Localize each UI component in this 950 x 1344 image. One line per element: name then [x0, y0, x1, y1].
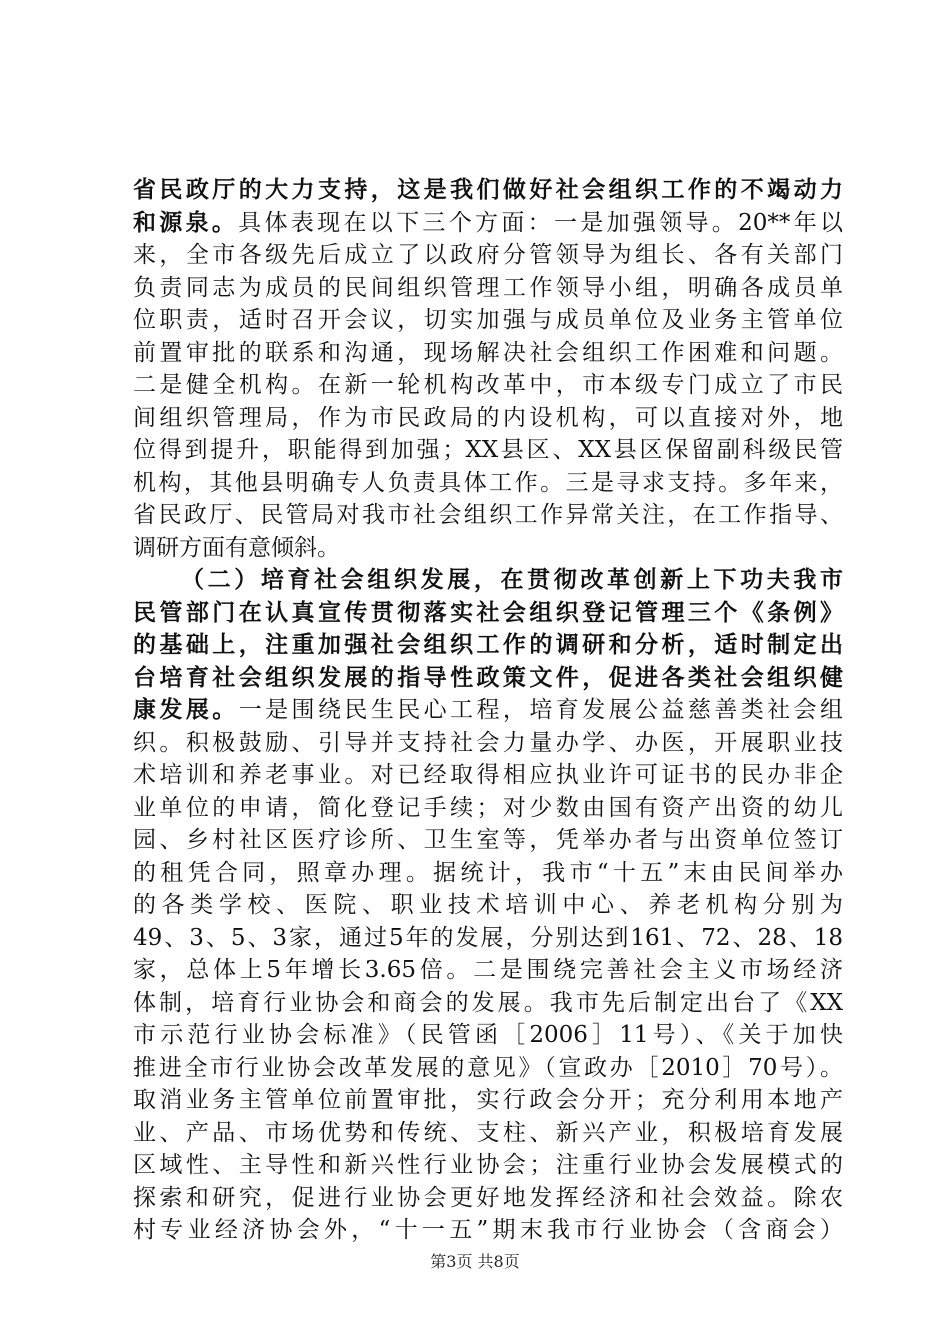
document-line	[133, 239, 843, 272]
line-text: 一是围绕民生民心工程，培育发展公益慈善类社会组	[238, 697, 843, 723]
line-text: 的租凭合同，照章办理。据统计，我市“十五”末由民间举办	[133, 859, 843, 886]
line-text: 业单位的申请，简化登记手续；对少数由国有资产出资的幼儿	[133, 794, 843, 821]
document-line	[133, 597, 843, 630]
line-text: 体制，培育行业协会和商会的发展。我市先后制定出台了《XX	[133, 989, 843, 1016]
document-line	[133, 402, 843, 435]
document-line	[133, 727, 843, 760]
document-line	[133, 1084, 843, 1117]
line-text: 的各类学校、医院、职业技术培训中心、养老机构分别为	[133, 892, 843, 918]
line-text: 村专业经济协会外，“十一五”期末我市行业协会（含商会）	[133, 1217, 843, 1243]
line-text: 间组织管理局，作为市民政局的内设机构，可以直接对外，地	[133, 404, 843, 431]
document-line	[133, 499, 843, 532]
document-line	[133, 694, 843, 727]
bold-lead-text: 康发展。	[133, 696, 239, 723]
line-text: 来，全市各级先后成立了以政府分管领导为组长、各有关部门	[133, 242, 843, 268]
document-line	[133, 564, 843, 597]
line-text: 位职责，适时召开会议，切实加强与成员单位及业务主管单位	[133, 307, 843, 333]
line-text: 织。积极鼓励、引导并支持社会力量办学、办医，开展职业技	[133, 729, 843, 756]
document-line	[133, 1182, 843, 1215]
line-text: 位得到提升，职能得到加强；XX县区、XX县区保留副科级民管	[133, 437, 843, 463]
document-line	[133, 1214, 843, 1247]
line-text: 园、乡村社区医疗诊所、卫生室等，凭举办者与出资单位签订	[133, 827, 843, 853]
document-line	[133, 369, 843, 402]
line-text: 业、产品、市场优势和传统、支柱、新兴产业，积极培育发展	[133, 1119, 843, 1146]
line-text: 取消业务主管单位前置审批，实行政会分开；充分利用本地产	[133, 1087, 843, 1113]
document-line	[133, 889, 843, 922]
document-line	[133, 467, 843, 500]
line-text: 前置审批的联系和沟通，现场解决社会组织工作困难和问题。	[133, 339, 843, 366]
document-line	[133, 207, 843, 240]
line-text: 台培育社会组织发展的指导性政策文件，促进各类社会组织健	[133, 663, 843, 691]
line-text: 推进全市行业协会改革发展的意见》（宣政办［2010］70号）。	[133, 1054, 843, 1081]
document-line	[133, 857, 843, 890]
document-line	[133, 1117, 843, 1150]
document-line	[133, 759, 843, 792]
document-line	[133, 954, 843, 987]
document-line	[133, 337, 843, 370]
document-line	[133, 174, 843, 207]
document-line	[133, 662, 843, 695]
line-text: 术培训和养老事业。对已经取得相应执业许可证书的民办非企	[133, 762, 843, 788]
document-line	[133, 987, 843, 1020]
line-text: 的基础上，注重加强社会组织工作的调研和分析，适时制定出	[133, 631, 843, 658]
line-text: 探索和研究，促进行业协会更好地发挥经济和社会效益。除农	[133, 1184, 843, 1211]
document-line	[133, 629, 843, 662]
line-text: 机构，其他县明确专人负责具体工作。三是寻求支持。多年来，	[133, 469, 843, 496]
line-text: 市示范行业协会标准》（民管函［2006］11号）、《关于加快	[133, 1022, 843, 1048]
document-line	[133, 792, 843, 825]
document-line	[133, 1149, 843, 1182]
document-line	[133, 434, 843, 467]
document-line	[133, 1052, 843, 1085]
line-text: 调研方面有意倾斜。	[133, 534, 340, 561]
document-line	[133, 532, 843, 565]
line-text: 民管部门在认真宣传贯彻落实社会组织登记管理三个《条例》	[133, 598, 843, 626]
line-text: 具体表现在以下三个方面：一是加强领导。20**年以	[238, 209, 843, 236]
document-body	[133, 174, 843, 1247]
document-line	[133, 824, 843, 857]
line-text: 省民政厅、民管局对我市社会组织工作异常关注，在工作指导、	[133, 502, 843, 528]
line-text: 49、3、5、3家，通过5年的发展，分别达到161、72、28、18	[133, 924, 843, 951]
line-text: 区域性、主导性和新兴性行业协会；注重行业协会发展模式的	[133, 1152, 843, 1178]
line-text: （二）培育社会组织发展，在贯彻改革创新上下功夫我市	[181, 566, 843, 593]
bold-lead-text: 和源泉。	[133, 208, 239, 236]
line-text: 负责同志为成员的民间组织管理工作领导小组，明确各成员单	[133, 274, 843, 301]
document-line	[133, 1019, 843, 1052]
line-text: 二是健全机构。在新一轮机构改革中，市本级专门成立了市民	[133, 372, 843, 398]
document-line	[133, 272, 843, 305]
document-line	[133, 922, 843, 955]
line-text: 家，总体上5年增长3.65倍。二是围绕完善社会主义市场经济	[133, 957, 843, 983]
document-line	[133, 304, 843, 337]
page-number-footer: 第3页 共8页	[430, 1252, 520, 1271]
line-text: 省民政厅的大力支持，这是我们做好社会组织工作的不竭动力	[133, 176, 843, 203]
